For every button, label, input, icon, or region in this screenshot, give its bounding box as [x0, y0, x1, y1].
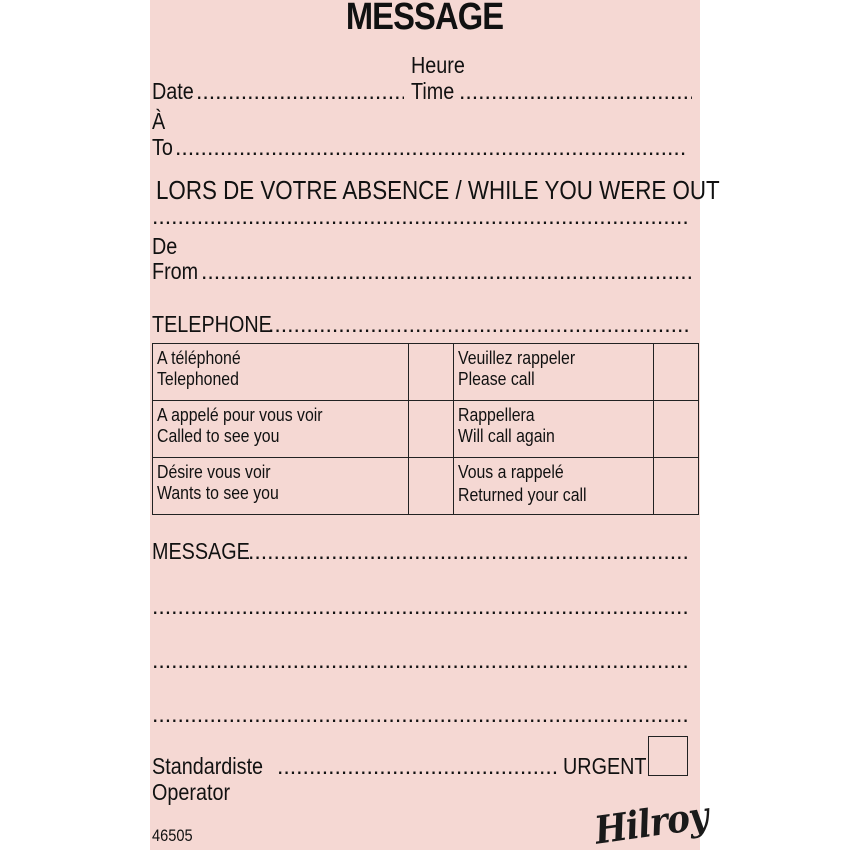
option-telephoned	[153, 344, 409, 401]
option-en-label: Will call again	[457, 426, 555, 446]
returned-your-call-checkbox[interactable]	[654, 458, 699, 515]
form-title: MESSAGE	[346, 0, 504, 38]
table-row	[153, 401, 699, 458]
operator-field[interactable]	[277, 753, 557, 780]
table-row	[153, 458, 699, 515]
option-en-label: Please call	[457, 369, 535, 389]
message-line-3[interactable]	[152, 647, 690, 674]
time-field[interactable]	[459, 78, 692, 105]
de-label: De	[152, 233, 178, 259]
option-will-call-again	[453, 401, 653, 458]
called-to-see-you-checkbox[interactable]	[408, 401, 453, 458]
option-wants-to-see-you	[153, 458, 409, 515]
option-called-to-see-you	[153, 401, 409, 458]
hilroy-logo: Hilroy	[591, 792, 711, 853]
option-en-label: Returned your call	[457, 485, 587, 505]
will-call-again-checkbox[interactable]	[654, 401, 699, 458]
option-en-label: Wants to see you	[157, 483, 279, 503]
telephone-field[interactable]	[268, 311, 689, 338]
option-fr-label: A téléphoné	[157, 348, 241, 368]
absence-line[interactable]	[152, 203, 690, 230]
option-please-call	[453, 344, 653, 401]
operator-label: Operator	[152, 779, 231, 805]
from-label: From	[152, 258, 199, 284]
option-fr-label: A appelé pour vous voir	[157, 405, 323, 425]
telephone-label: TELEPHONE	[152, 311, 272, 337]
option-fr-label: Rappellera	[457, 405, 535, 425]
call-options-table	[152, 343, 699, 515]
option-returned-your-call	[453, 458, 653, 515]
to-label: To	[152, 134, 173, 160]
telephoned-checkbox[interactable]	[408, 344, 453, 401]
date-label: Date	[152, 78, 194, 104]
form-code: 46505	[152, 826, 193, 845]
message-line-4[interactable]	[152, 701, 690, 728]
option-fr-label: Veuillez rappeler	[457, 348, 575, 368]
to-field[interactable]	[175, 134, 687, 161]
absence-heading: LORS DE VOTRE ABSENCE / WHILE YOU WERE OUT	[156, 175, 720, 205]
heure-label: Heure	[411, 52, 465, 78]
message-line-1[interactable]	[248, 538, 689, 565]
a-label: À	[152, 108, 166, 134]
from-field[interactable]	[201, 258, 691, 285]
urgent-checkbox[interactable]	[648, 736, 688, 776]
message-label: MESSAGE	[152, 538, 250, 564]
option-fr-label: Vous a rappelé	[457, 462, 564, 482]
please-call-checkbox[interactable]	[654, 344, 699, 401]
message-form	[150, 0, 720, 853]
option-fr-label: Désire vous voir	[157, 462, 271, 482]
message-line-2[interactable]	[152, 593, 690, 620]
time-label: Time	[411, 78, 455, 104]
date-field[interactable]	[196, 78, 404, 105]
table-row	[153, 344, 699, 401]
urgent-label: URGENT	[563, 753, 647, 779]
option-en-label: Called to see you	[157, 426, 280, 446]
option-en-label: Telephoned	[157, 369, 239, 389]
wants-to-see-you-checkbox[interactable]	[408, 458, 453, 515]
standardiste-label: Standardiste	[152, 753, 264, 779]
